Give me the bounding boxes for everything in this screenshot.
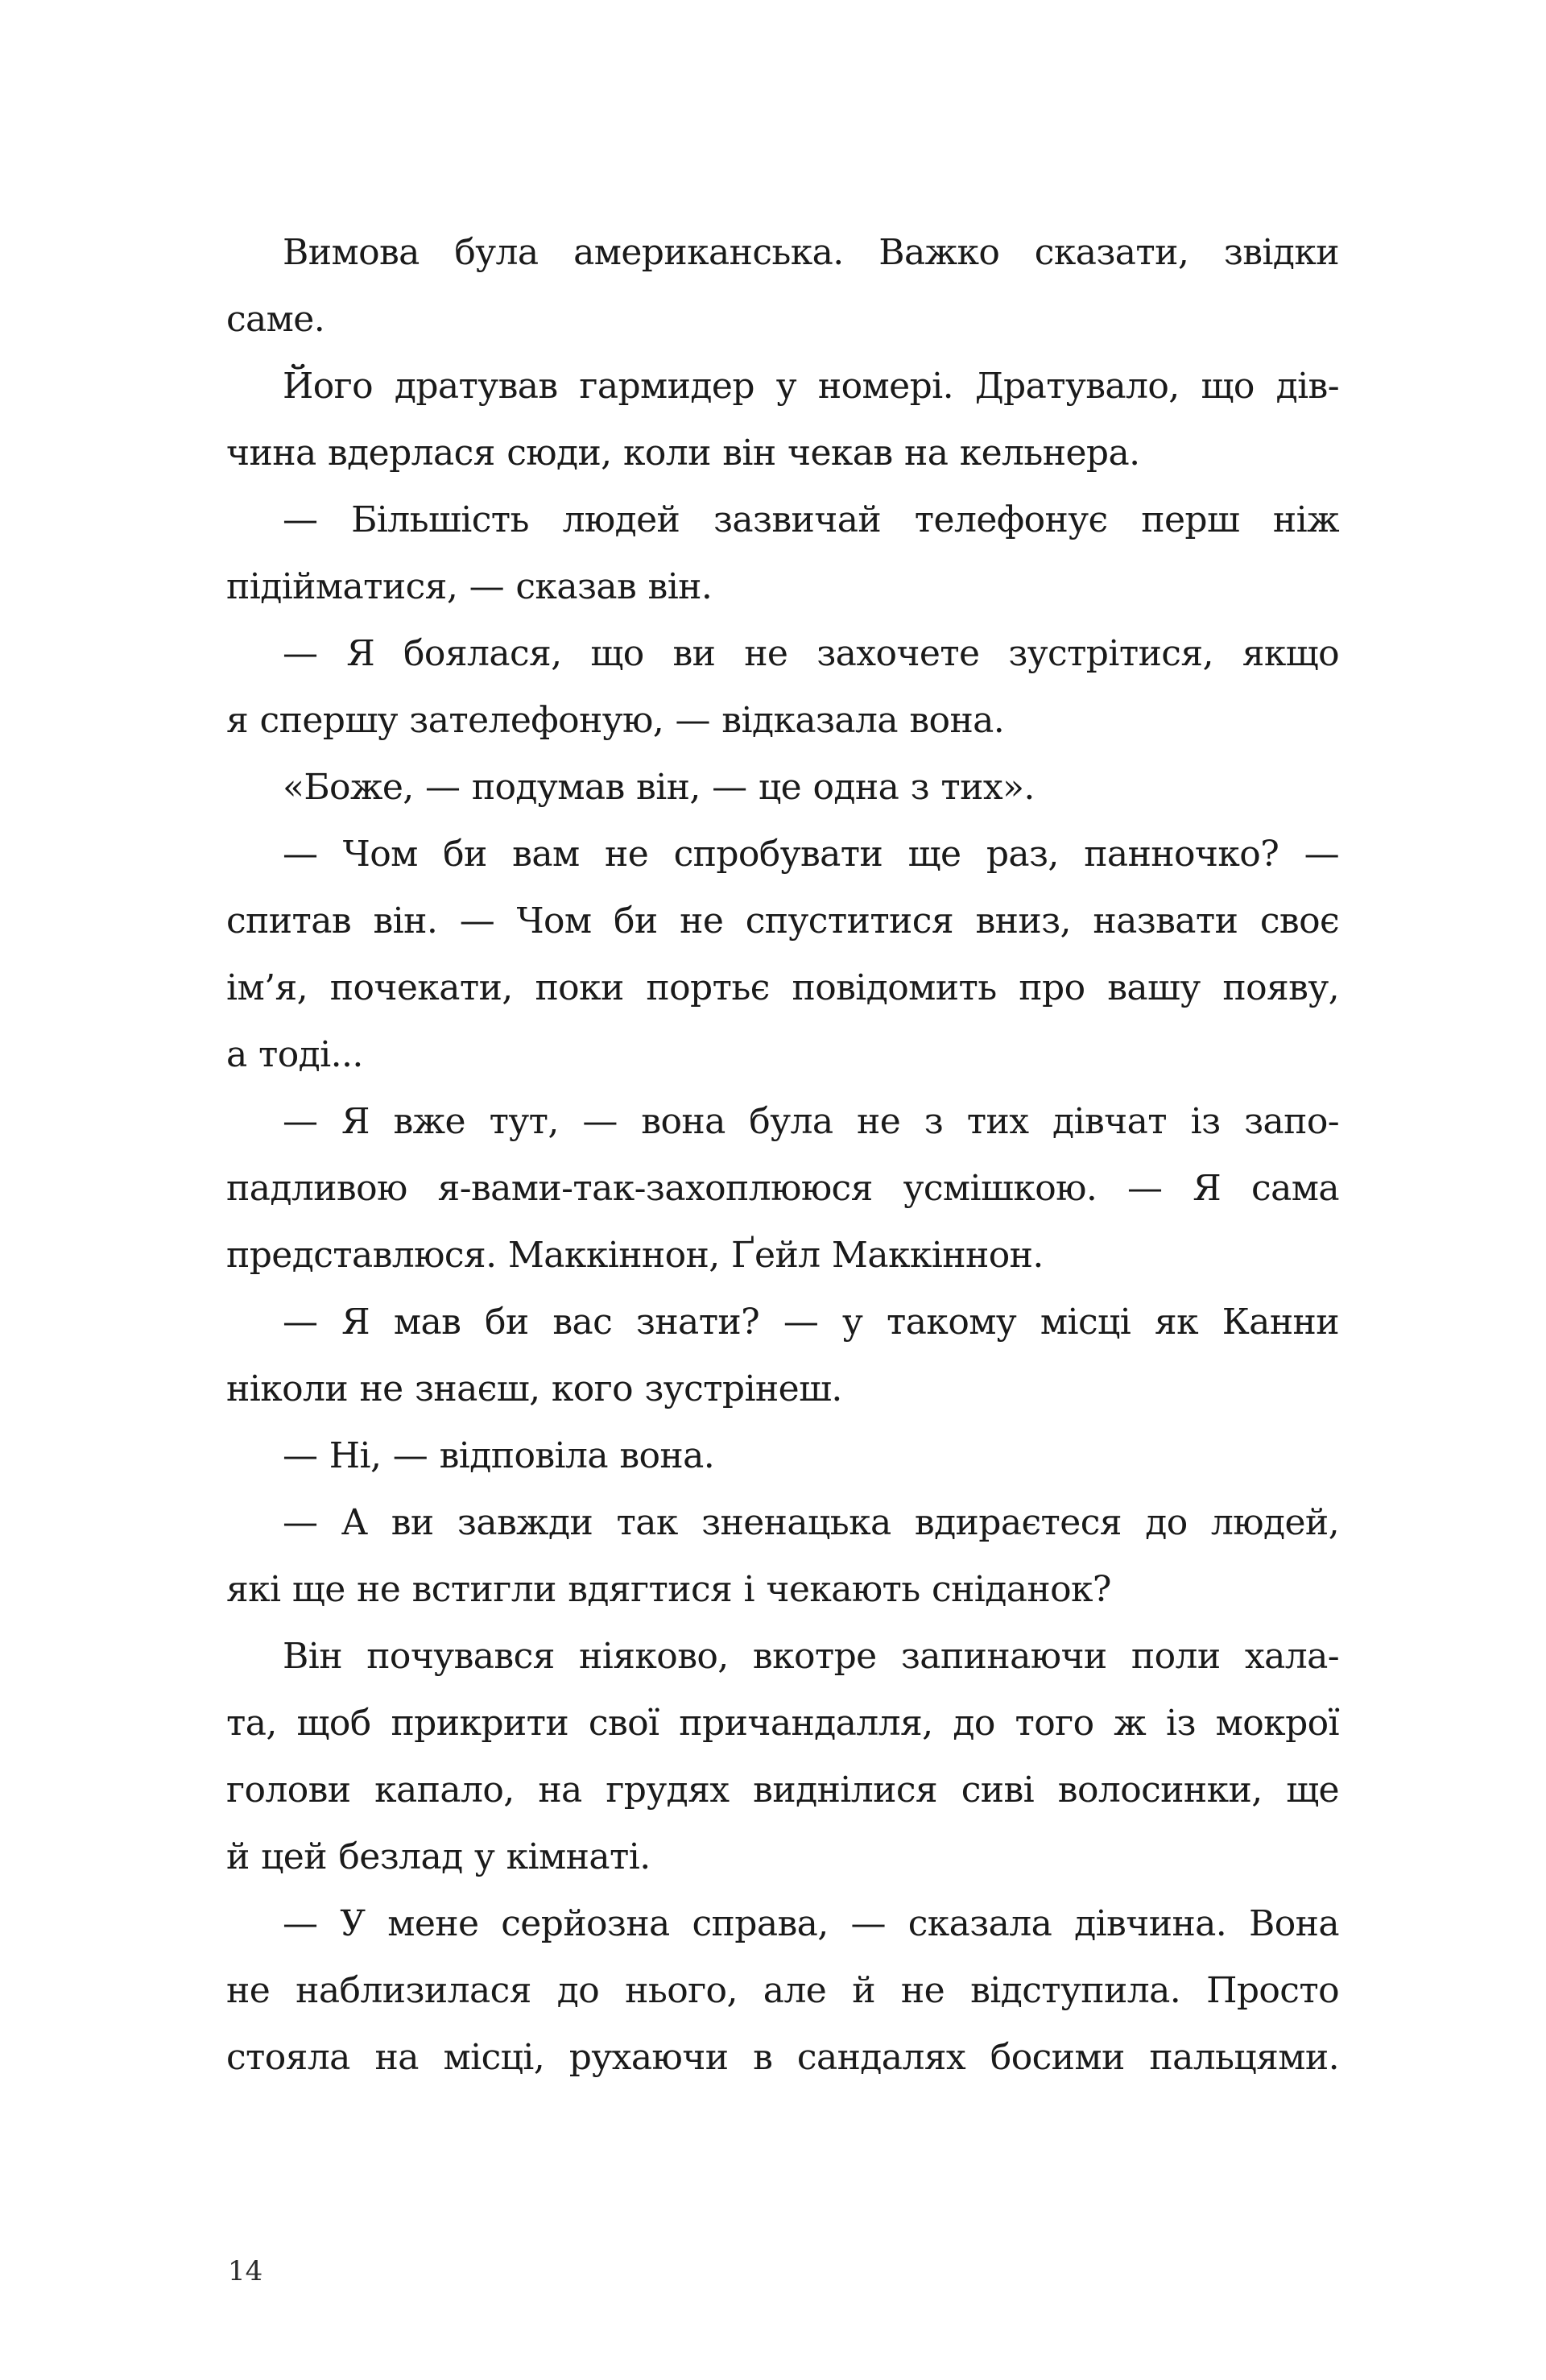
text-line: я спершу зателефоную, — відказала вона.	[226, 700, 1005, 741]
paragraph	[226, 754, 1339, 821]
text-line: підійматися, — сказав він.	[226, 566, 713, 607]
paragraph	[226, 353, 1339, 486]
text-line: Вимова була американська. Важко сказати, звідки	[283, 232, 1339, 273]
text-line: — Я боялася, що ви не захочете зустрітися, якщо	[283, 633, 1339, 674]
paragraph	[226, 1489, 1339, 1623]
text-line: представлюся. Маккіннон, Ґейл Маккіннон.	[226, 1235, 1044, 1276]
text-line: — Ні, — відповіла вона.	[283, 1435, 715, 1476]
text-line: й цей безлад у кімнаті.	[226, 1836, 651, 1877]
text-line: — У мене серйозна справа, — сказала дівчина. Вона	[283, 1903, 1339, 1944]
text-line: падливою я-вами-так-захоплююся усмішкою. — Я сама	[226, 1168, 1339, 1209]
text-line: які ще не встигли вдягтися і чекають сніданок?	[226, 1569, 1111, 1610]
text-line: — Я мав би вас знати? — у такому місці як Канни	[283, 1302, 1339, 1343]
paragraph	[226, 486, 1339, 620]
paragraph	[226, 1289, 1339, 1422]
paragraph	[226, 1422, 1339, 1489]
paragraph	[226, 1623, 1339, 1890]
text-line: спитав він. — Чом би не спуститися вниз, назвати своє	[226, 900, 1339, 942]
text-line: — Чом би вам не спробувати ще раз, панночко? —	[283, 834, 1339, 875]
page-number: 14	[228, 2255, 263, 2287]
text-line: — Більшість людей зазвичай телефонує перш ніж	[283, 499, 1339, 540]
text-line: — Я вже тут, — вона була не з тих дівчат із запо-	[283, 1101, 1339, 1142]
body-text	[226, 219, 1339, 2091]
text-line: не наблизилася до нього, але й не відступила. Просто	[226, 1970, 1339, 2011]
text-line: ім’я, почекати, поки портьє повідомить про вашу появу,	[226, 967, 1339, 1008]
paragraph	[226, 1890, 1339, 2091]
text-line: чина вдерлася сюди, коли він чекав на кельнера.	[226, 433, 1140, 474]
paragraph	[226, 1088, 1339, 1289]
text-line: ніколи не знаєш, кого зустрінеш.	[226, 1368, 842, 1409]
text-line: саме.	[226, 299, 325, 340]
paragraph	[226, 821, 1339, 1088]
paragraph	[226, 219, 1339, 353]
paragraph	[226, 620, 1339, 754]
text-line: а тоді...	[226, 1034, 363, 1075]
text-line: та, щоб прикрити свої причандалля, до того ж із мокрої	[226, 1703, 1339, 1744]
text-line: стояла на місці, рухаючи в сандалях босими пальцями.	[226, 2037, 1339, 2078]
text-line: голови капало, на грудях виднілися сиві волосинки, ще	[226, 1769, 1339, 1811]
text-line: Він почувався ніяково, вкотре запинаючи поли хала-	[283, 1636, 1339, 1677]
text-line: «Боже, — подумав він, — це одна з тих».	[283, 767, 1035, 808]
text-line: Його дратував гармидер у номері. Дратувало, що дів-	[283, 366, 1339, 407]
text-line: — А ви завжди так зненацька вдираєтеся до людей,	[283, 1502, 1339, 1543]
